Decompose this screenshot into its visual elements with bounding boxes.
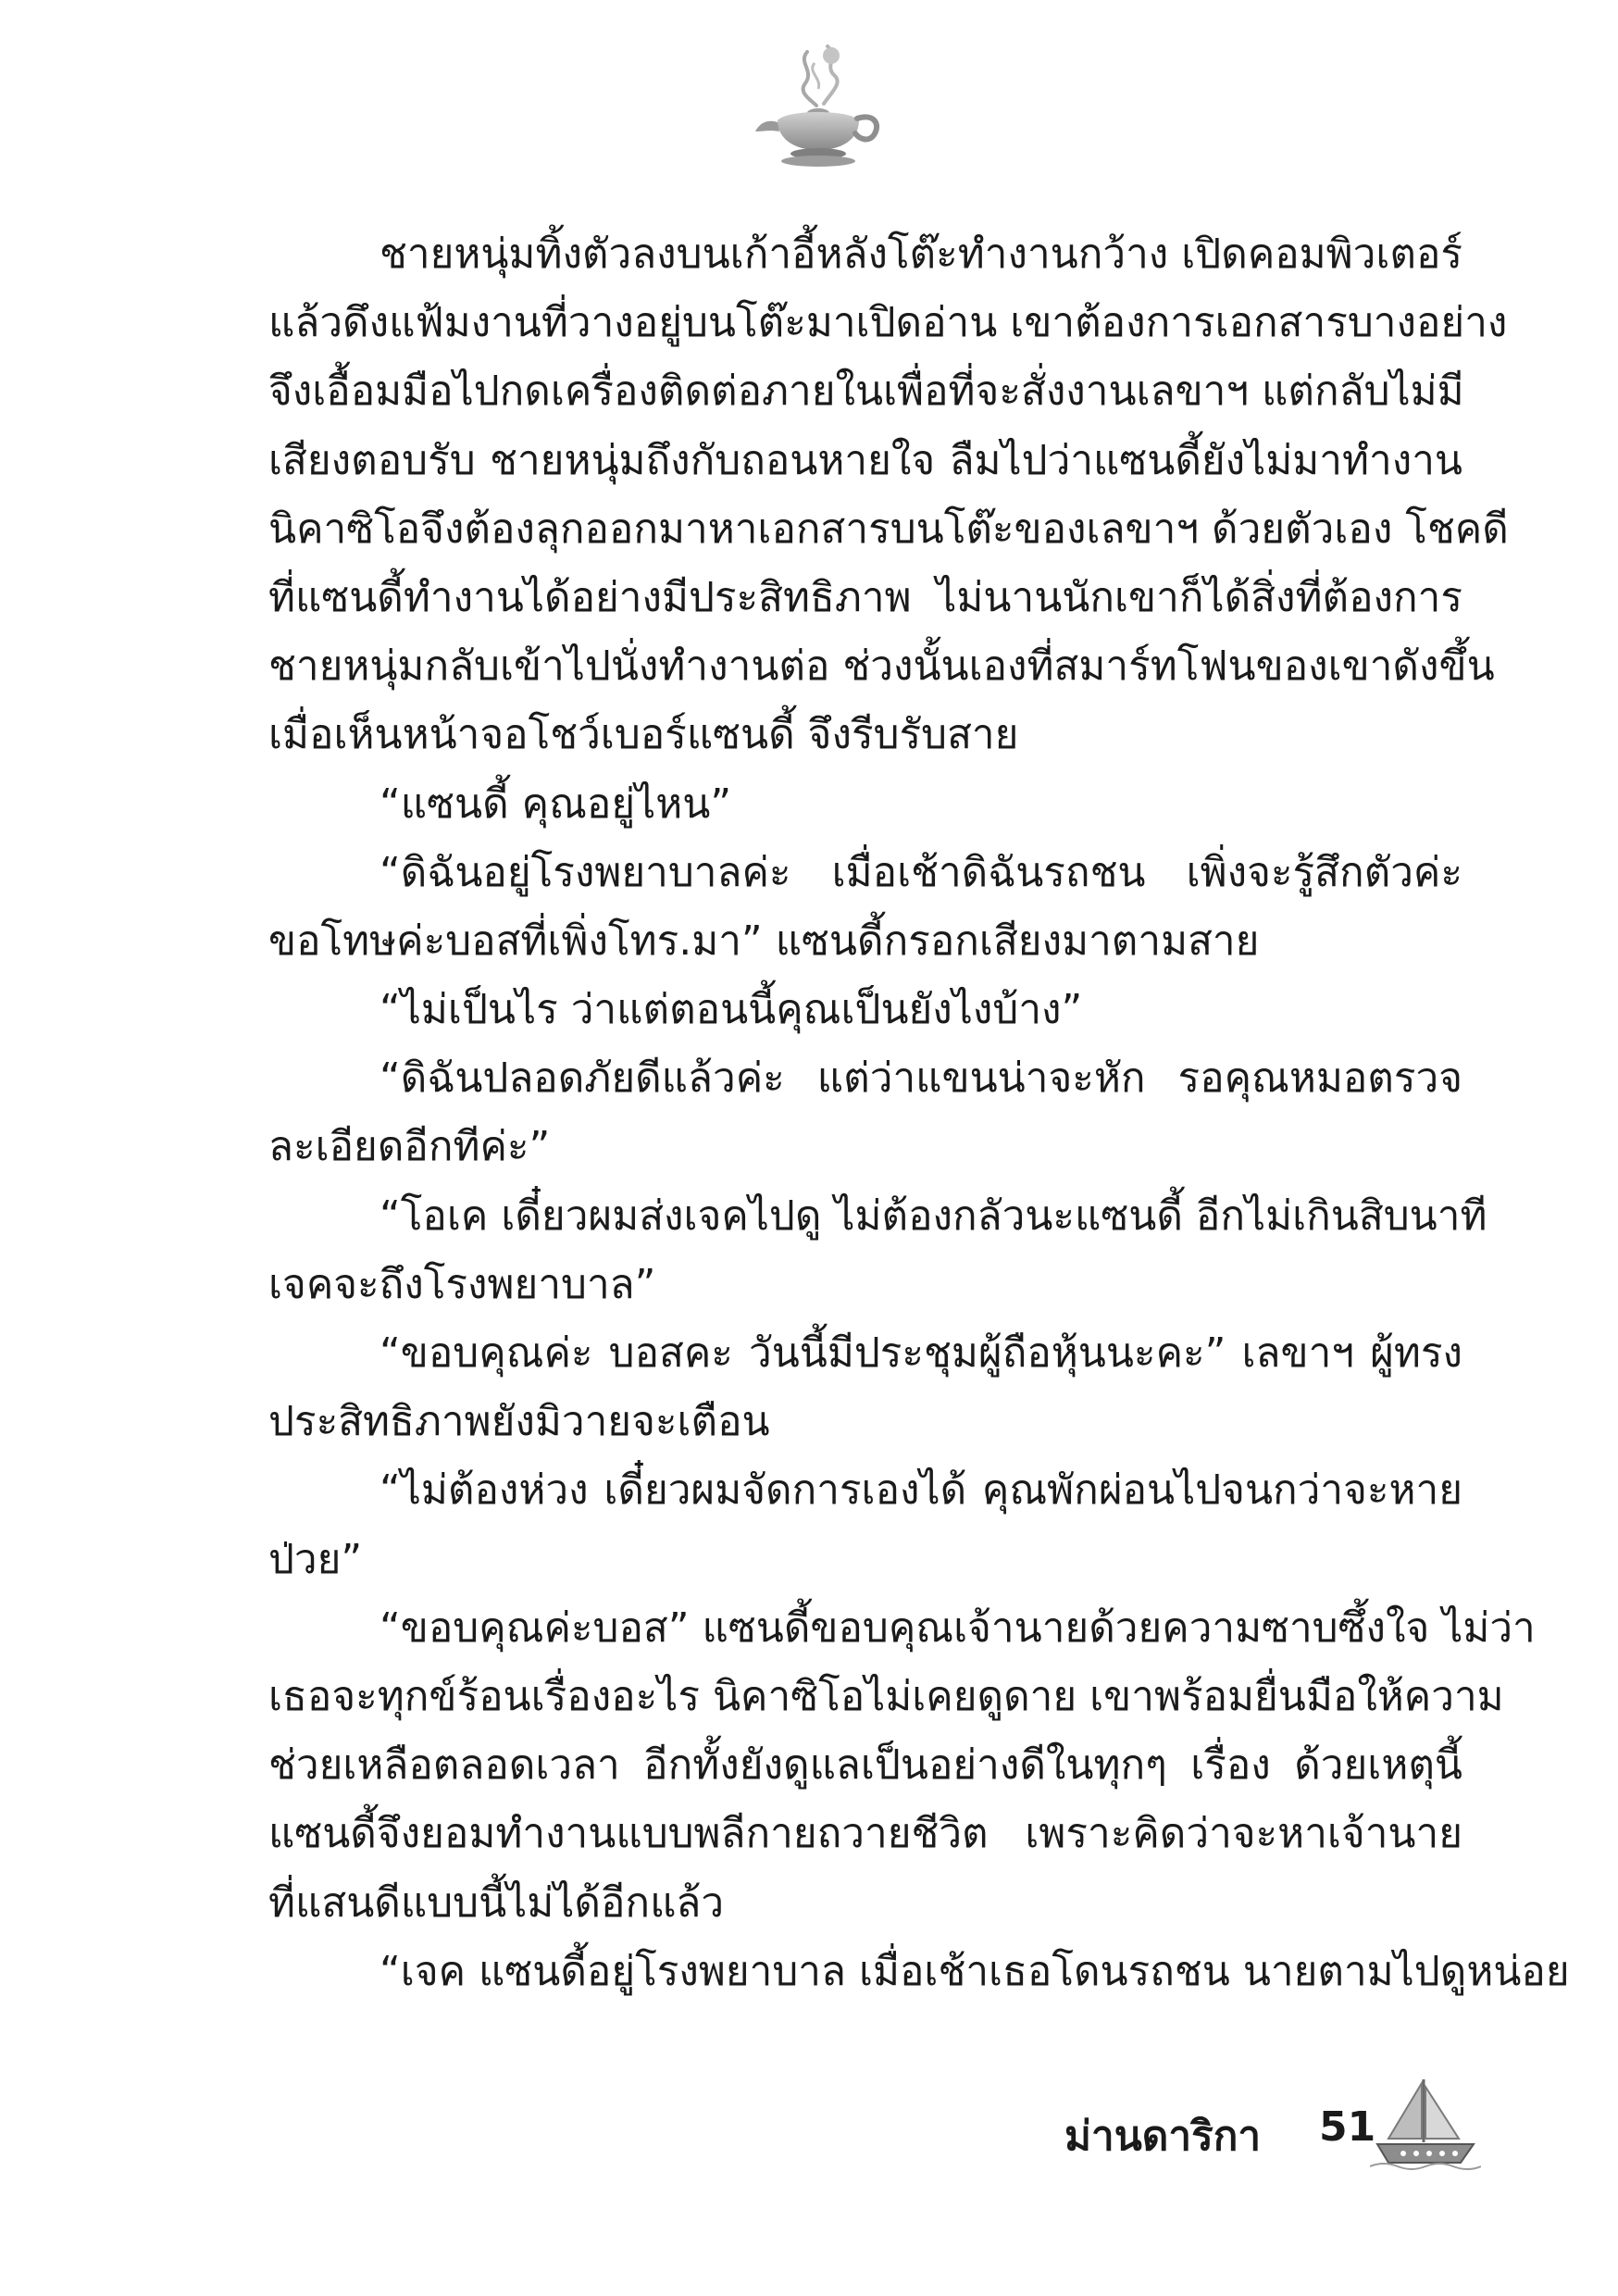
text-line: จึงเอื้อมมือไปกดเครื่องติดต่อภายในเพื่อที่จะสั่งงานเลขาฯ แต่กลับไม่มี: [268, 368, 1464, 416]
text-line: ที่แสนดีแบบนี้ไม่ได้อีกแล้ว: [268, 1878, 725, 1927]
dialogue-line: “ขอบคุณค่ะ บอสคะ วันนี้มีประชุมผู้ถือหุ้นนะคะ” เลขาฯ ผู้ทรง: [380, 1329, 1462, 1377]
text-line: ช่วยเหลือตลอดเวลา อีกทั้งยังดูแลเป็นอย่างดีในทุกๆ เรื่อง ด้วยเหตุนี้: [268, 1741, 1462, 1790]
sailboat-icon: [1370, 2074, 1481, 2171]
text-line: ป่วย”: [268, 1535, 363, 1583]
text-line: เธอจะทุกข์ร้อนเรื่องอะไร นิคาซิโอไม่เคยดูดาย เขาพร้อมยื่นมือให้ความ: [268, 1672, 1504, 1720]
genie-lamp-icon: [750, 35, 889, 174]
text-line: ประสิทธิภาพยังมิวายจะเตือน: [268, 1398, 770, 1446]
dialogue-line: “ดิฉันปลอดภัยดีแล้วค่ะ แต่ว่าแขนน่าจะหัก รอคุณหมอตรวจ: [380, 1054, 1462, 1103]
text-line: แซนดี้จึงยอมทำงานแบบพลีกายถวายชีวิต เพราะคิดว่าจะหาเจ้านาย: [268, 1810, 1462, 1858]
text-line: ละเอียดอีกทีค่ะ”: [268, 1123, 551, 1171]
text-line: ชายหนุ่มกลับเข้าไปนั่งทำงานต่อ ช่วงนั้นเองที่สมาร์ทโฟนของเขาดังขึ้น: [268, 643, 1495, 691]
text-line: เจคจะถึงโรงพยาบาล”: [268, 1260, 656, 1308]
dialogue-line: “ดิฉันอยู่โรงพยาบาลค่ะ เมื่อเช้าดิฉันรถชน เพิ่งจะรู้สึกตัวค่ะ: [380, 848, 1462, 896]
page-number: 51: [1319, 2103, 1376, 2151]
story-text: [268, 220, 1570, 2006]
text-line: แล้วดึงแฟ้มงานที่วางอยู่บนโต๊ะมาเปิดอ่าน เขาต้องการเอกสารบางอย่าง: [268, 299, 1508, 347]
dialogue-line: “แซนดี้ คุณอยู่ไหน”: [380, 780, 732, 828]
dialogue-line: “ไม่เป็นไร ว่าแต่ตอนนี้คุณเป็นยังไงบ้าง”: [380, 986, 1083, 1034]
text-line: ชายหนุ่มทิ้งตัวลงบนเก้าอี้หลังโต๊ะทำงานกว้าง เปิดคอมพิวเตอร์: [380, 231, 1463, 278]
dialogue-line: “โอเค เดี๋ยวผมส่งเจคไปดู ไม่ต้องกลัวนะแซนดี้ อีกไม่เกินสิบนาที: [380, 1192, 1487, 1240]
text-line: เสียงตอบรับ ชายหนุ่มถึงกับถอนหายใจ ลืมไปว่าแซนดี้ยังไม่มาทำงาน: [268, 436, 1462, 484]
book-title: ม่านดาริกา: [1064, 2113, 1262, 2160]
text-line: ที่แซนดี้ทำงานได้อย่างมีประสิทธิภาพ ไม่นานนักเขาก็ได้สิ่งที่ต้องการ: [268, 573, 1462, 621]
dialogue-line: “ไม่ต้องห่วง เดี๋ยวผมจัดการเองได้ คุณพักผ่อนไปจนกว่าจะหาย: [380, 1466, 1462, 1515]
page-footer: [1064, 2074, 1490, 2176]
text-line: เมื่อเห็นหน้าจอโชว์เบอร์แซนดี้ จึงรีบรับสาย: [268, 711, 1019, 759]
dialogue-line: “ขอบคุณค่ะบอส” แซนดี้ขอบคุณเจ้านายด้วยความซาบซึ้งใจ ไม่ว่า: [380, 1603, 1536, 1652]
text-line: นิคาซิโอจึงต้องลุกออกมาหาเอกสารบนโต๊ะของเลขาฯ ด้วยตัวเอง โชคดี: [268, 505, 1509, 553]
text-line: ขอโทษค่ะบอสที่เพิ่งโทร.มา” แซนดี้กรอกเสียงมาตามสาย: [268, 917, 1260, 965]
dialogue-line: “เจค แซนดี้อยู่โรงพยาบาล เมื่อเช้าเธอโดนรถชน นายตามไปดูหน่อย: [380, 1947, 1570, 1995]
